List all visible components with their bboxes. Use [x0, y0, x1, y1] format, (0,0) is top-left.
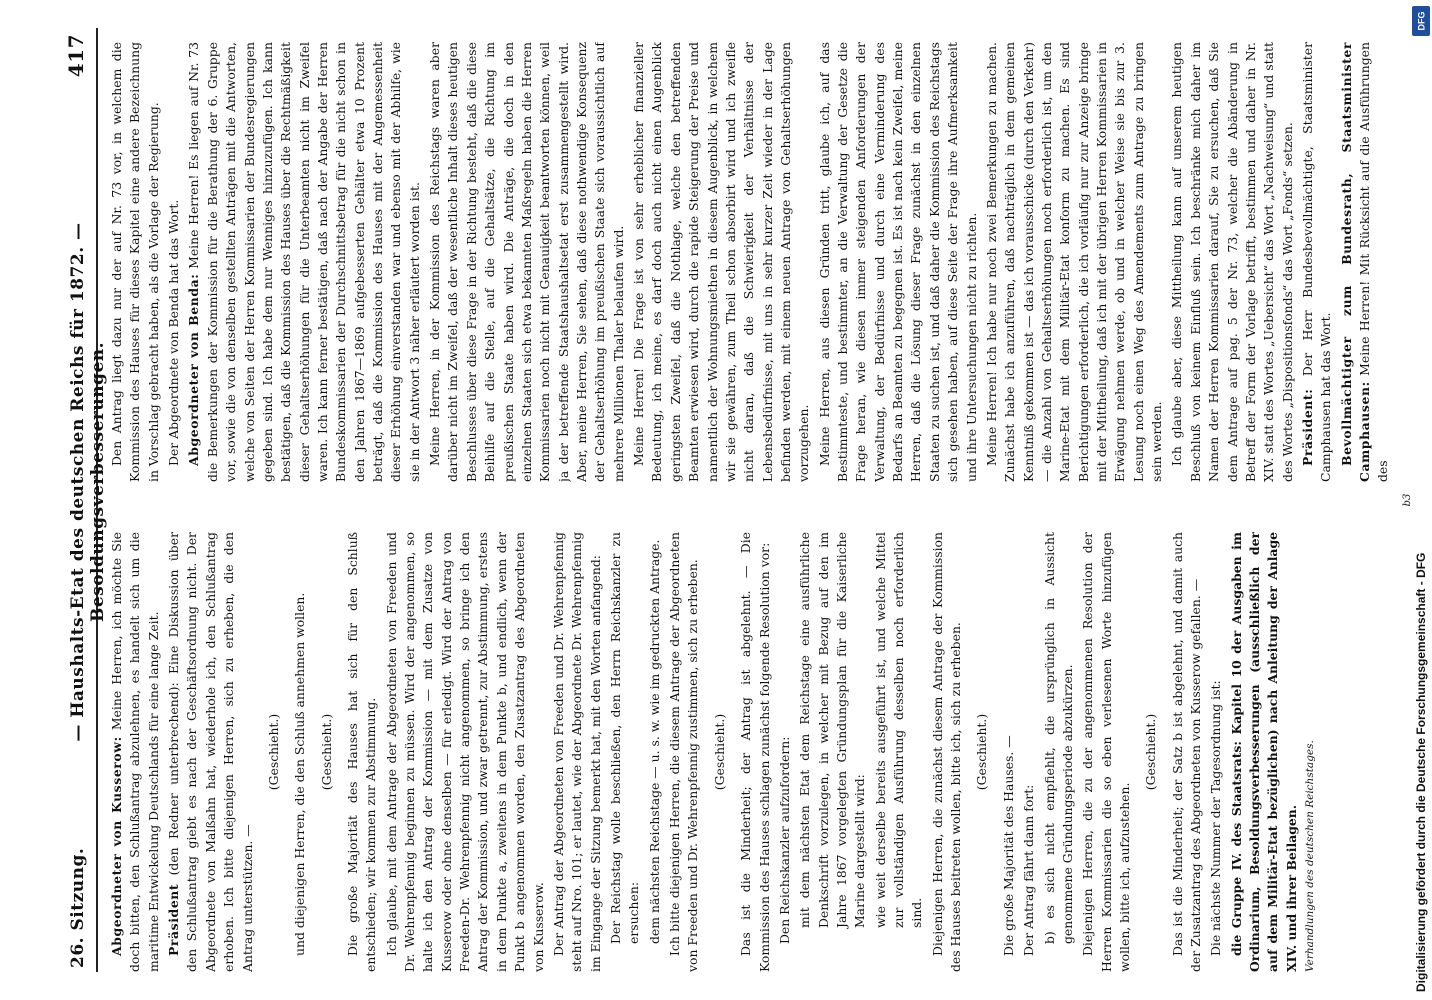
paragraph: Meine Herren! Die Frage ist von sehr erheblicher finanzieller Bedeutung, ich meine, es darf doch auch nicht einen Augenblick geringsten Zweifel, daß die Nothlage, welche den betreffenden Beamten erwiesen wird, durch die rapide Steigerung der Preise und namentlich der Wohnungsmiethen in diesem Augenblick, in welchem wir sie gewähren, zum Theil schon absorbirt wird und ich zweifle nicht daran, daß die Schwierigkeit der Verhältnisse der Lebensbedürfnisse, mit uns in sehr kurzer Zeit wieder in der Lage befinden werden, mit einem neuen Antrage von Gehaltserhöhungen vorzugehen.	[631, 42, 812, 482]
dfg-credit-text: Digitalisierung gefördert durch die Deutsche Forschungsgemeinschaft - DFG	[1414, 552, 1428, 992]
paragraph: Meine Herren, in der Kommission des Reichstags waren aber darüber nicht im Zweifel, daß der wesentliche Inhalt dieses heutigen Beschlusses über diese Frage in der Richtung besteht, daß die diese Beihilfe auf die Stelle, auf die Gehaltsätze, die Richtung im preußischen Staate haben wird. Die Anträge, die doch in den einzelnen Staaten sich etwa bekannten Maßregeln haben die Herren Kommissarien noch nicht mit Genauigkeit beantworten können, weil ja der betreffende Staatshaushaltsetat erst zusammengestellt wird. Aber, meine Herren, Sie sehen, daß diese nothwendige Konsequenz der Gehaltserhöhung im preußischen Staate sich voraussichtlich auf mehrere Millionen Thaler belaufen wird.	[427, 42, 626, 482]
paragraph: Der Antrag der Abgeordneten von Freeden und Dr. Wehrenpfennig steht auf Nro. 101; er lautet, wie der Abgeordnete Dr. Wehrenpfennig im Eingange der Sitzung bemerkt hat, mit den Worten anfangend:	[550, 532, 603, 972]
speaker-name: Abgeordneter von Benda:	[186, 273, 202, 466]
paragraph	[1338, 42, 1393, 482]
signature-mark: b3	[1402, 493, 1413, 507]
paragraph: Der Antrag fährt dann fort:	[1021, 784, 1037, 956]
quoted-motion: b) es sich nicht empfiehlt, die ursprünglich in Aussicht genommene Gründungsperiode abzukürzen.	[1041, 532, 1075, 944]
page-number: 417	[64, 34, 88, 78]
paragraph: Die nächste Nummer der Tagesordnung ist:	[1208, 680, 1224, 956]
footer-note: Verhandlungen des deutschen Reichstages.	[1304, 740, 1317, 972]
speech-text: Der Herr Bundesbevollmächtigte, Staatsminister Camphausen hat das Wort.	[1300, 42, 1334, 482]
paragraph: Die große Majorität des Hauses. —	[1000, 735, 1016, 956]
paragraph: Ich bitte diejenigen Herren, die diesem Antrage der Abgeordneten von Freeden und Dr. Wehrenpfennig zustimmen, sich zu erheben.	[667, 532, 701, 972]
running-title: — Haushalts-Etat des deutschen Reichs für 1872. — Besoldungsverbesserungen.	[68, 222, 108, 742]
left-column	[108, 532, 1398, 972]
dfg-sidebar	[1410, 0, 1432, 1000]
dfg-logo-badge	[1412, 6, 1430, 36]
stage-direction: (Geschieht.)	[318, 713, 334, 791]
page-header	[60, 28, 108, 972]
agenda-item: die Gruppe IV. des Staatsrats: Kapitel 10 der Ausgaben im Ordinarium, Besoldungsverbesserungen (ausschließlich der auf dem Militär-Etat bezüglichen) nach Anleitung der Anlage XIV. und ihrer Beilagen.	[1228, 532, 1299, 972]
speech-text: (den Redner unterbrechend): Eine Diskussion über den Schlußantrag giebt es nach der Geschäftsordnung nicht. Der Abgeordnete von Malßahn hat, wiederhole ich, den Schlußantrag erhoben. Ich bitte diejenigen Herren, sich zu erheben, die den Antrag unterstützen. —	[166, 532, 255, 972]
speech-text: Meine Herren, ich möchte Sie doch bitten, den Schlußantrag abzulehnen, es handelt sich um die maritime Entwickelung Deutschlands für eine lange Zeit.	[109, 532, 161, 972]
quoted-motion: wie weit derselbe bereits ausgeführt ist, und welche Mittel zur vollständigen Ausführung desselben noch erforderlich sind.	[872, 532, 925, 928]
stage-direction: (Geschieht.)	[974, 713, 990, 791]
quoted-motion: Den Reichskanzler aufzufordern:	[776, 736, 792, 944]
paragraph: Das ist die Minderheit; der Satz b ist abgelehnt, und damit auch der Zusatzantrag des Abgeordneten von Kusserow gefallen. —	[1169, 532, 1204, 972]
quoted-motion: dem nächsten Reichstage — u. s. w. wie im gedruckten Antrage.	[646, 539, 662, 944]
stage-direction: (Geschieht.)	[1143, 713, 1159, 791]
session-label: 26. Sitzung.	[68, 847, 88, 968]
paragraph: Diejenigen Herren, die zu der angenommenen Resolution der Herren Kommissarien die so eben verlesenen Worte hinzufügen wollen, bitte ich, aufzustehen.	[1080, 532, 1132, 972]
document-page	[44, 28, 1424, 972]
paragraph: Das ist die Minderheit; der Antrag ist abgelehnt. — Die Kommission des Hauses schlagen zunächst folgende Resolution vor:	[738, 532, 772, 972]
stage-direction: (Geschieht.)	[265, 713, 281, 791]
quoted-motion: mit dem nächsten Etat dem Reichstage eine ausführliche Denkschrift vorzulegen, in welcher mit Bezug auf den im Jahre 1867 vorgelegten Gründungsplan für die Kaiserliche Marine dargestellt wird:	[797, 532, 868, 928]
paragraph: Ich glaube, mit dem Antrage der Abgeordneten von Freeden und Dr. Wehrenpfennig beginnen zu müssen. Wird der angenommen, so halte ich den Antrag der Kommission — mit dem Zusatze von Kusserow oder ohne denselben — für erledigt. Wird der Antrag von Freeden-Dr. Wehrenpfennig nicht angenommen, so bringe ich den Antrag der Kommission, und zwar getrennt, zur Abstimmung, erstens in dem Punkte a, zweitens in dem Punkte b, und endlich, wenn der Punkt b angenommen worden, den Zusatzantrag des Abgeordneten von Kusserow.	[383, 532, 546, 972]
paragraph: Meine Herren, aus diesen Gründen tritt, glaube ich, auf das Bestimmteste, und bestimmter, an die Verwaltung der Gesetze die Frage heran, wie diesen immer steigenden Anforderungen der Verwaltung, der Bedürfnisse und durch eine Verminderung des Bedarfs an Beamten zu begegnen ist. Es ist nach kein Zweifel, meine Herren, daß die Lösung dieser Frage zunächst in den einzelnen Staaten zu suchen ist, und daß daher die Kommission des Reichstags sich gesehen haben, auf diese Seite der Frage ihre Aufmerksamkeit und ihre Untersuchungen nicht zu richten.	[816, 42, 979, 482]
paragraph: Der Abgeordnete von Benda hat das Wort.	[166, 199, 182, 466]
paragraph: Den Antrag liegt dazu nur der auf Nr. 73 vor, in welchem die Kommission des Hauses für dieses Kapitel eine andere Bezeichnung in Vorschlag gebracht haben, als die Vorlage der Regierung.	[109, 42, 161, 482]
speaker-name: Abgeordneter von Kusserow:	[109, 736, 124, 956]
paragraph: Die große Majorität des Hauses hat sich für den Schluß entschieden; wir kommen zur Abstimmung.	[344, 532, 379, 972]
speaker-name: Bevollmächtigter zum Bundesrath, Staatsminister Camphausen:	[1338, 42, 1373, 482]
paragraph	[1299, 42, 1336, 482]
paragraph: Ich glaube aber, diese Mittheilung kann auf unserem heutigen Beschluß von keinem Einfluß sein. Ich beschränke mich daher im Namen der Herren Kommissarien darauf, Sie zu ersuchen, daß Sie dem Antrage auf pag. 5 der Nr. 73, welcher die Abänderung in Betreff der Form der Vorlage betrifft, bestimmen und daher in Nr. XIV. statt des Wortes „Uebersicht“ das Wort „Nachweisung“ und statt des Wortes „Dispositionsfonds“ das Wort „Fonds“ setzen.	[1169, 42, 1295, 482]
quoted-motion: Der Reichstag wolle beschließen, den Herrn Reichskanzler zu ersuchen:	[607, 532, 642, 944]
paragraph: und diejenigen Herren, die den Schluß annehmen wollen.	[292, 592, 308, 956]
paragraph	[185, 42, 424, 482]
stage-direction: (Geschieht.)	[711, 713, 727, 791]
paragraph	[165, 532, 257, 972]
paragraph: Diejenigen Herren, die zunächst diesem Antrage der Kommission des Hauses beitreten wollen, bitte ich, sich zu erheben.	[929, 532, 964, 972]
paragraph	[108, 532, 163, 972]
speech-text: Meine Herren! Es liegen auf Nr. 73 die Bemerkungen der Kommission für die Berathung der 6. Gruppe vor, sowie die von denselben gestellten Anträgen mit die Antworten, welche von Seiten der Herren Kommissarien der Bundesregierungen gegeben sind. Ich habe dem nur Wenniges hinzuzufügen. Ich kann bestätigen, daß die Kommission des Hauses über die Rechtmäßigkeit dieser Gehaltserhöhungen für die Unterbeamten nicht im Zweifel waren. Ich kann ferner bestätigen, daß nach der Angabe der Herren Bundeskommissarien der Durchschnittsbetrag für die nicht schon in den Jahren 1867—1869 aufgebesserten Gehälter etwa 10 Prozent beträgt, daß die Kommission des Hauses mit der Angemessenheit dieser Erhöhung einverstanden war und ebenso mit der Abhilfe, wie sie in der Antwort 3 näher erläutert worden ist.	[186, 42, 422, 482]
speech-text: Meine Herren! Mit Rücksicht auf die Ausführungen des	[1357, 42, 1391, 482]
dfg-badge-label: DFG	[1416, 11, 1426, 31]
speaker-name: Präsident:	[1300, 388, 1315, 466]
right-column	[108, 42, 1398, 482]
speaker-name: Präsident	[166, 883, 182, 956]
paragraph: Meine Herren! Ich habe nur noch zwei Bemerkungen zu machen. Zunächst habe ich anzuführen, daß nachträglich in dem gemeinen Kenntniß gekommen ist — das ich vorausschicke (durch den Verkehr) — die Anzahl von Gehaltserhöhungen noch erforderlich ist, um den Marine-Etat mit dem Militär-Etat konform zu machen. Es sind Berichtigungen erforderlich, die ich vorläufig nur zur Anzeige bringe mit der Mittheilung, daß ich mit der übrigen Herren Kommissarien in Erwägung nehmen werde, ob und in welcher Weise sie bis zur 3. Lesung noch einen Weg des Amendements zum Antrage zu bringen sein werden.	[983, 42, 1165, 482]
